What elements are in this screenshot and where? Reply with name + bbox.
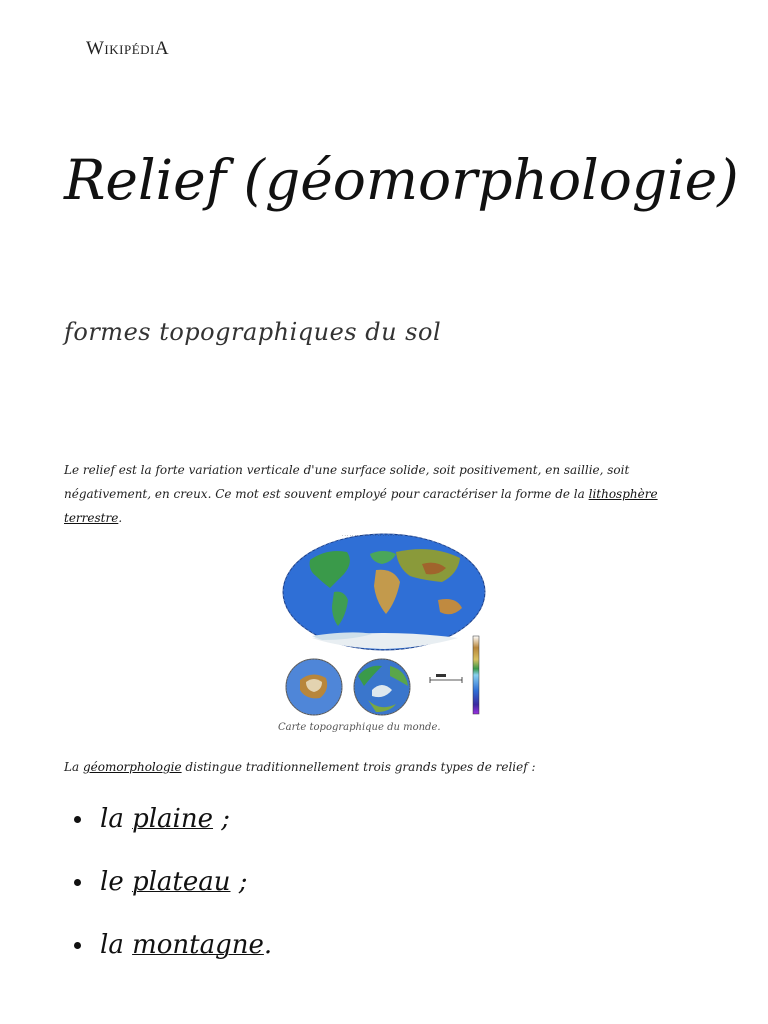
list-item-end: ; xyxy=(213,804,231,834)
link-montagne[interactable]: montagne xyxy=(132,930,264,960)
wikipedia-wordmark[interactable]: WikipédiA xyxy=(86,38,170,59)
page-title: Relief (géomorphologie) xyxy=(64,148,739,212)
topographic-map-figure[interactable] xyxy=(272,530,496,720)
list-item-article: la xyxy=(100,930,133,960)
link-lithosphere[interactable]: lithosphère xyxy=(588,487,658,501)
link-terrestre[interactable]: terrestre xyxy=(64,511,119,525)
list-item-montagne xyxy=(64,921,272,984)
link-plateau[interactable]: plateau xyxy=(131,867,231,897)
bullet-icon xyxy=(74,879,81,886)
intro-paragraph xyxy=(64,458,714,530)
types-intro-paragraph xyxy=(64,760,536,774)
page-subtitle: formes topographiques du sol xyxy=(64,318,442,346)
list-item-article: le xyxy=(100,867,132,897)
list-item-end: . xyxy=(263,930,273,960)
relief-types-list xyxy=(64,795,272,984)
world-topographic-map-image xyxy=(272,530,496,720)
svg-text:· · · · · · · · · · · · · · ·: · · · · · · · · · · · · · · · · · · · · · · · · xyxy=(342,533,402,538)
list-item-plateau xyxy=(64,858,272,921)
intro-text: Le relief est la forte variation verticale d'une surface solide, soit positivement, en saillie, soit négativement, en creux. Ce mot est souvent employé pour caractériser la forme de la xyxy=(64,463,630,501)
para2-suffix: distingue traditionnellement trois grands types de relief : xyxy=(181,760,536,774)
list-item-end: ; xyxy=(230,867,248,897)
link-plaine[interactable]: plaine xyxy=(132,804,214,834)
bullet-icon xyxy=(74,942,81,949)
intro-end: . xyxy=(118,511,123,525)
link-geomorphologie[interactable]: géomorphologie xyxy=(82,760,182,774)
figure-caption: Carte topographique du monde. xyxy=(278,722,441,733)
list-item-plaine xyxy=(64,795,272,858)
bullet-icon xyxy=(74,816,81,823)
list-item-article: la xyxy=(100,804,133,834)
para2-prefix: La xyxy=(64,760,83,774)
